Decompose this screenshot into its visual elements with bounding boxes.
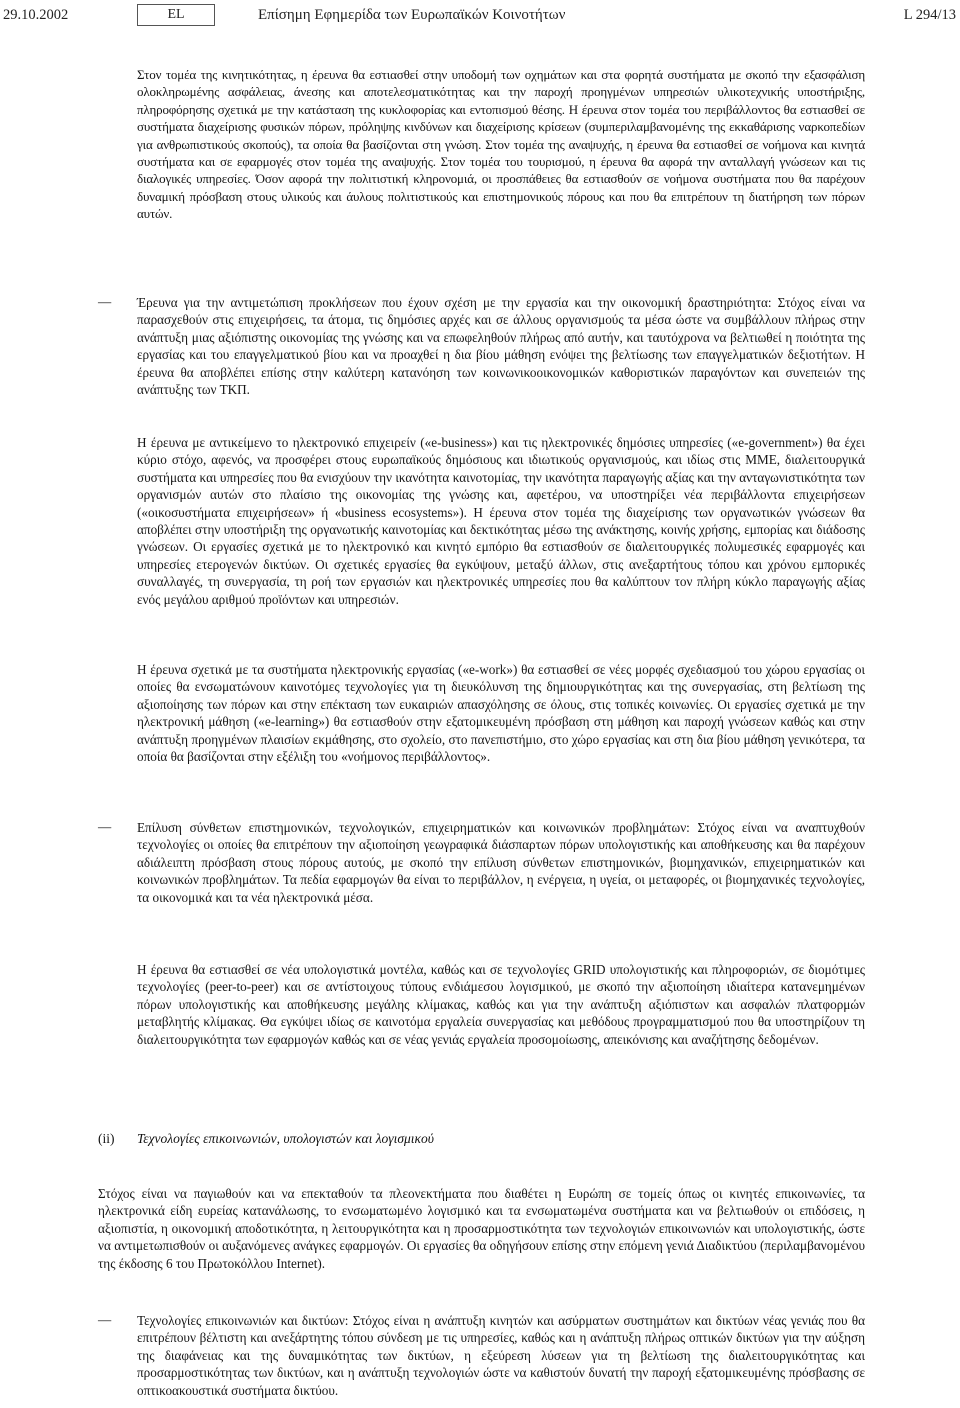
section-number: (ii) (98, 1131, 115, 1146)
paragraph-complex-problems: Επίλυση σύνθετων επιστημονικών, τεχνολογικών, επιχειρηματικών και κοινωνικών προβλημάτων: Στόχος είναι να αναπτυχθούν τεχνολογίες οι οποίες θα επιτρέπουν την αξιοποίηση γεωγραφικά διάσπαρτων πόρων υπολογιστικής και αποθήκευσης και θα παρέχουν αδιάλειπτη πρόσβαση στους πόρους αυτούς, με σκοπό την επίλυση σύνθετων επιστημονικών, βιομηχανικών, επιχειρηματικών και κοινωνικών προβλημάτων. Τα πεδία εφαρμογών θα είναι το περιβάλλον, η ενέργεια, η υγεία, οι μεταφορές, οι βιομηχανικές τεχνολογίες, τα οικονομικά και τα νέα ηλεκτρονικά μέσα. (137, 820, 865, 905)
journal-title: Επίσημη Εφημερίδα των Ευρωπαϊκών Κοινοτήτων (258, 7, 566, 23)
paragraph-networks: Τεχνολογίες επικοινωνιών και δικτύων: Στόχος είναι η ανάπτυξη κινητών και ασύρματων συστημάτων και δικτύων νέας γενιάς που θα επιτρέπουν βέλτιστη και ανεξάρτητης τόπου σύνδεση με τις υπηρεσίες, καθώς και η ανάπτυξη πλήρως οπτικών δικτύων για την αύξηση της διαφάνειας και της δυναμικότητας των δικτύων, η εξεύρεση λύσεων για τη βελτίωση της διαλειτουργικότητας και προσαρμοστικότητας των δικτύων, και η ανάπτυξη τεχνολογιών ώστε να καθιστούν δυνατή την παροχή εξατομικευμένης πρόσβασης σε οπτικοακουστικά συστήματα δικτύου. (137, 1313, 865, 1398)
language-box: EL (137, 4, 215, 26)
paragraph-e-business: Η έρευνα με αντικείμενο το ηλεκτρονικό επιχειρείν («e-business») και τις ηλεκτρονικές δημόσιες υπηρεσίες («e-government») θα έχει κύριο στόχο, αφενός, να προσφέρει στους ευρωπαϊκούς δημόσιους και ιδιωτικούς οργανισμούς, και ιδίως στις ΜΜΕ, διαλειτουργικά συστήματα και υπηρεσίες που θα ενισχύουν την ικανότητα καινοτομίας, την ικανότητα παραγωγής αξίας και την ανταγωνιστικότητα των οργανισμών αυτών στο πλαίσιο της οικονομίας της γνώσης και, αφετέρου, να υποστηρίξει νέα περιβάλλοντα επιχειρήσεων («οικοσυστήματα επιχειρήσεων» ή «business ecosystems»). Η έρευνα στον τομέα της διαχείρισης των οργανωτικών γνώσεων θα αποβλέπει στην υποστήριξη της οργανωτικής καινοτομίας και δεκτικότητας μέσω της ανάκτησης, κοινής χρήσης, εμπορίας και διάδοσης γνώσεων. Οι εργασίες σχετικά με το ηλεκτρονικό και κινητό εμπόριο θα εστιασθούν σε διαλειτουργικές πολυμεσικές εφαρμογές και υπηρεσίες ετερογενών δικτύων. Οι σχετικές εργασίες θα εγκύψουν, μεταξύ άλλων, στις ανεξαρτήτους τόπου και χρόνου εμπορικές συναλλαγές, τη συνεργασία, τη ροή των εργασιών και ηλεκτρονικές υπηρεσίες που θα καλύπτουν τον πλήρη κύκλο παραγωγής αξίας ενός μεγάλου αριθμού προϊόντων και υπηρεσιών. (137, 435, 865, 607)
paragraph-e-work: Η έρευνα σχετικά με τα συστήματα ηλεκτρονικής εργασίας («e-work») θα εστιασθεί σε νέες μορφές σχεδιασμού του χώρου εργασίας οι οποίες θα ενσωματώνουν καινοτόμες τεχνολογίες για τη διευκόλυνση της δημιουργικότητας και της συνεργασίας, στη βελτίωση της αξιοποίησης των πόρων και στην επέκταση των ευκαιριών απασχόλησης σε όλους, στις τοπικές κοινωνίες. Οι εργασίες σχετικά με την ηλεκτρονική μάθηση («e-learning») θα εστιασθούν στην εξατομικευμένη πρόσβαση στη μάθηση και παροχή γνώσεων καθώς και στην ανάπτυξη προηγμένων πλαισίων εκμάθησης, στο σχολείο, στο πανεπιστήμιο, στο χώρο εργασίας και στη δια βίου μάθηση γενικότερα, τα οποία θα βασίζονται στην εξέλιξη του «νοήμονος περιβάλλοντος». (137, 662, 865, 765)
paragraph-mobility: Στον τομέα της κινητικότητας, η έρευνα θα εστιασθεί στην υποδομή των οχημάτων και στα φορητά συστήματα με σκοπό την εξασφάλιση ολοκληρωμένης ασφάλειας, άνεσης και αποτελεσματικότητας και την παροχή προηγμένων υπηρεσιών υλικοτεχνικής υποστήριξης, πληροφόρησης σχετικά με την κατάσταση της κυκλοφορίας και εντοπισμού θέσης. Η έρευνα στον τομέα του περιβάλλοντος θα εστιασθεί σε συστήματα διαχείρισης φυσικών πόρων, πρόληψης κινδύνων και διαχείρισης κρίσεων (συμπεριλαμβανομένης της εκκαθάρισης ναρκοπεδίων για ανθρωπιστικούς σκοπούς), τα οποία θα βασίζονται στη γνώση. Στον τομέα της αναψυχής, η έρευνα θα εστιασθεί σε νοήμονα και κινητά συστήματα και σε εφαρμογές στον τομέα της αναψυχής. Στον τομέα του τουρισμού, η έρευνα θα αφορά την ανταλλαγή γνώσεων και τις διαλογικές υπηρεσίες. Όσον αφορά την πολιτιστική κληρονομιά, οι προσπάθειες θα εστιασθούν σε νοήμονα συστήματα που θα παρέχουν δυναμική πρόσβαση στους υλικούς και άυλους πολιτιστικούς και επιστημονικούς πόρους και που θα επιτρέπουν τη διατήρηση των πόρων αυτών. (137, 67, 865, 222)
header-date: 29.10.2002 (3, 7, 69, 23)
paragraph-objective: Στόχος είναι να παγιωθούν και να επεκταθούν τα πλεονεκτήματα που διαθέτει η Ευρώπη σε τομείς όπως οι κινητές επικοινωνίες, τα ηλεκτρονικά είδη ευρείας κατανάλωσης, το ενσωματωμένο λογισμικό και τα ενσωματωμένα συστήματα και να βελτιωθούν οι επιδόσεις, η αξιοπιστία, η οικονομική αποδοτικότητα, η λειτουργικότητα και η προσαρμοστικότητα των τεχνολογιών επικοινωνιών και υπολογιστικής, ώστε να αντιμετωπισθούν οι αυξανόμενες ανάγκες εφαρμογών. Οι εργασίες θα οδηγήσουν επίσης στην επόμενη γενιά Διαδικτύου (περιλαμβανομένου της έκδοσης 6 του Πρωτοκόλλου Internet). (98, 1186, 865, 1271)
dash-bullet: — (98, 1312, 112, 1327)
paragraph-grid-research: Η έρευνα θα εστιασθεί σε νέα υπολογιστικά μοντέλα, καθώς και σε τεχνολογίες GRID υπολογιστικής και πληροφοριών, σε διομότιμες τεχνολογίες (peer-to-peer) και σε αντίστοιχους τύπους ενδιάμεσου λογισμικού, με σκοπό την αξιοποίηση ιδιαίτερα κατανεμημένων πόρων υπολογιστικής και αποθήκευσης μεγάλης κλίμακας, καθώς και για την ανάπτυξη αξιόπιστων και ασφαλών πλατφορμών μεταβλητής κλίμακας. Θα εγκύψει ιδίως σε καινοτόμα εργαλεία συνεργασίας και μεθόδους προγραμματισμού που θα υποστηρίζουν τη διαλειτουργικότητα των εφαρμογών καθώς και σε νέας γενιάς εργαλεία προσομοίωσης, απεικόνισης και αναζήτησης δεδομένων. (137, 962, 865, 1047)
dash-bullet: — (98, 294, 112, 309)
page-header (0, 2, 960, 28)
dash-bullet: — (98, 819, 112, 834)
paragraph-work-economy: Έρευνα για την αντιμετώπιση προκλήσεων που έχουν σχέση με την εργασία και την οικονομική δραστηριότητα: Στόχος είναι να παρασχεθούν στις επιχειρήσεις, τα άτομα, τις δημόσιες αρχές και σε άλλους οργανισμούς τα μέσα ώστε να συμβάλλουν πλήρως στην ανάπτυξη μιας αξιόπιστης οικονομίας της γνώσης και να επωφεληθούν πλήρως από αυτήν, και ταυτόχρονα να βελτιωθεί η ποιότητα της εργασίας και του επαγγελματικού βίου και να προαχθεί η δια βίου μάθηση ενόψει της βελτίωσης των επαγγελματικών δεξιοτήτων. Η έρευνα θα αποβλέπει επίσης στην καλύτερη κατανόηση των κοινωνικοοικονομικών καθοριστικών παραγόντων και συνεπειών της ανάπτυξης των ΤΚΠ. (137, 295, 865, 398)
page-reference: L 294/13 (903, 7, 956, 23)
section-title: Τεχνολογίες επικοινωνιών, υπολογιστών και λογισμικού (137, 1131, 434, 1146)
